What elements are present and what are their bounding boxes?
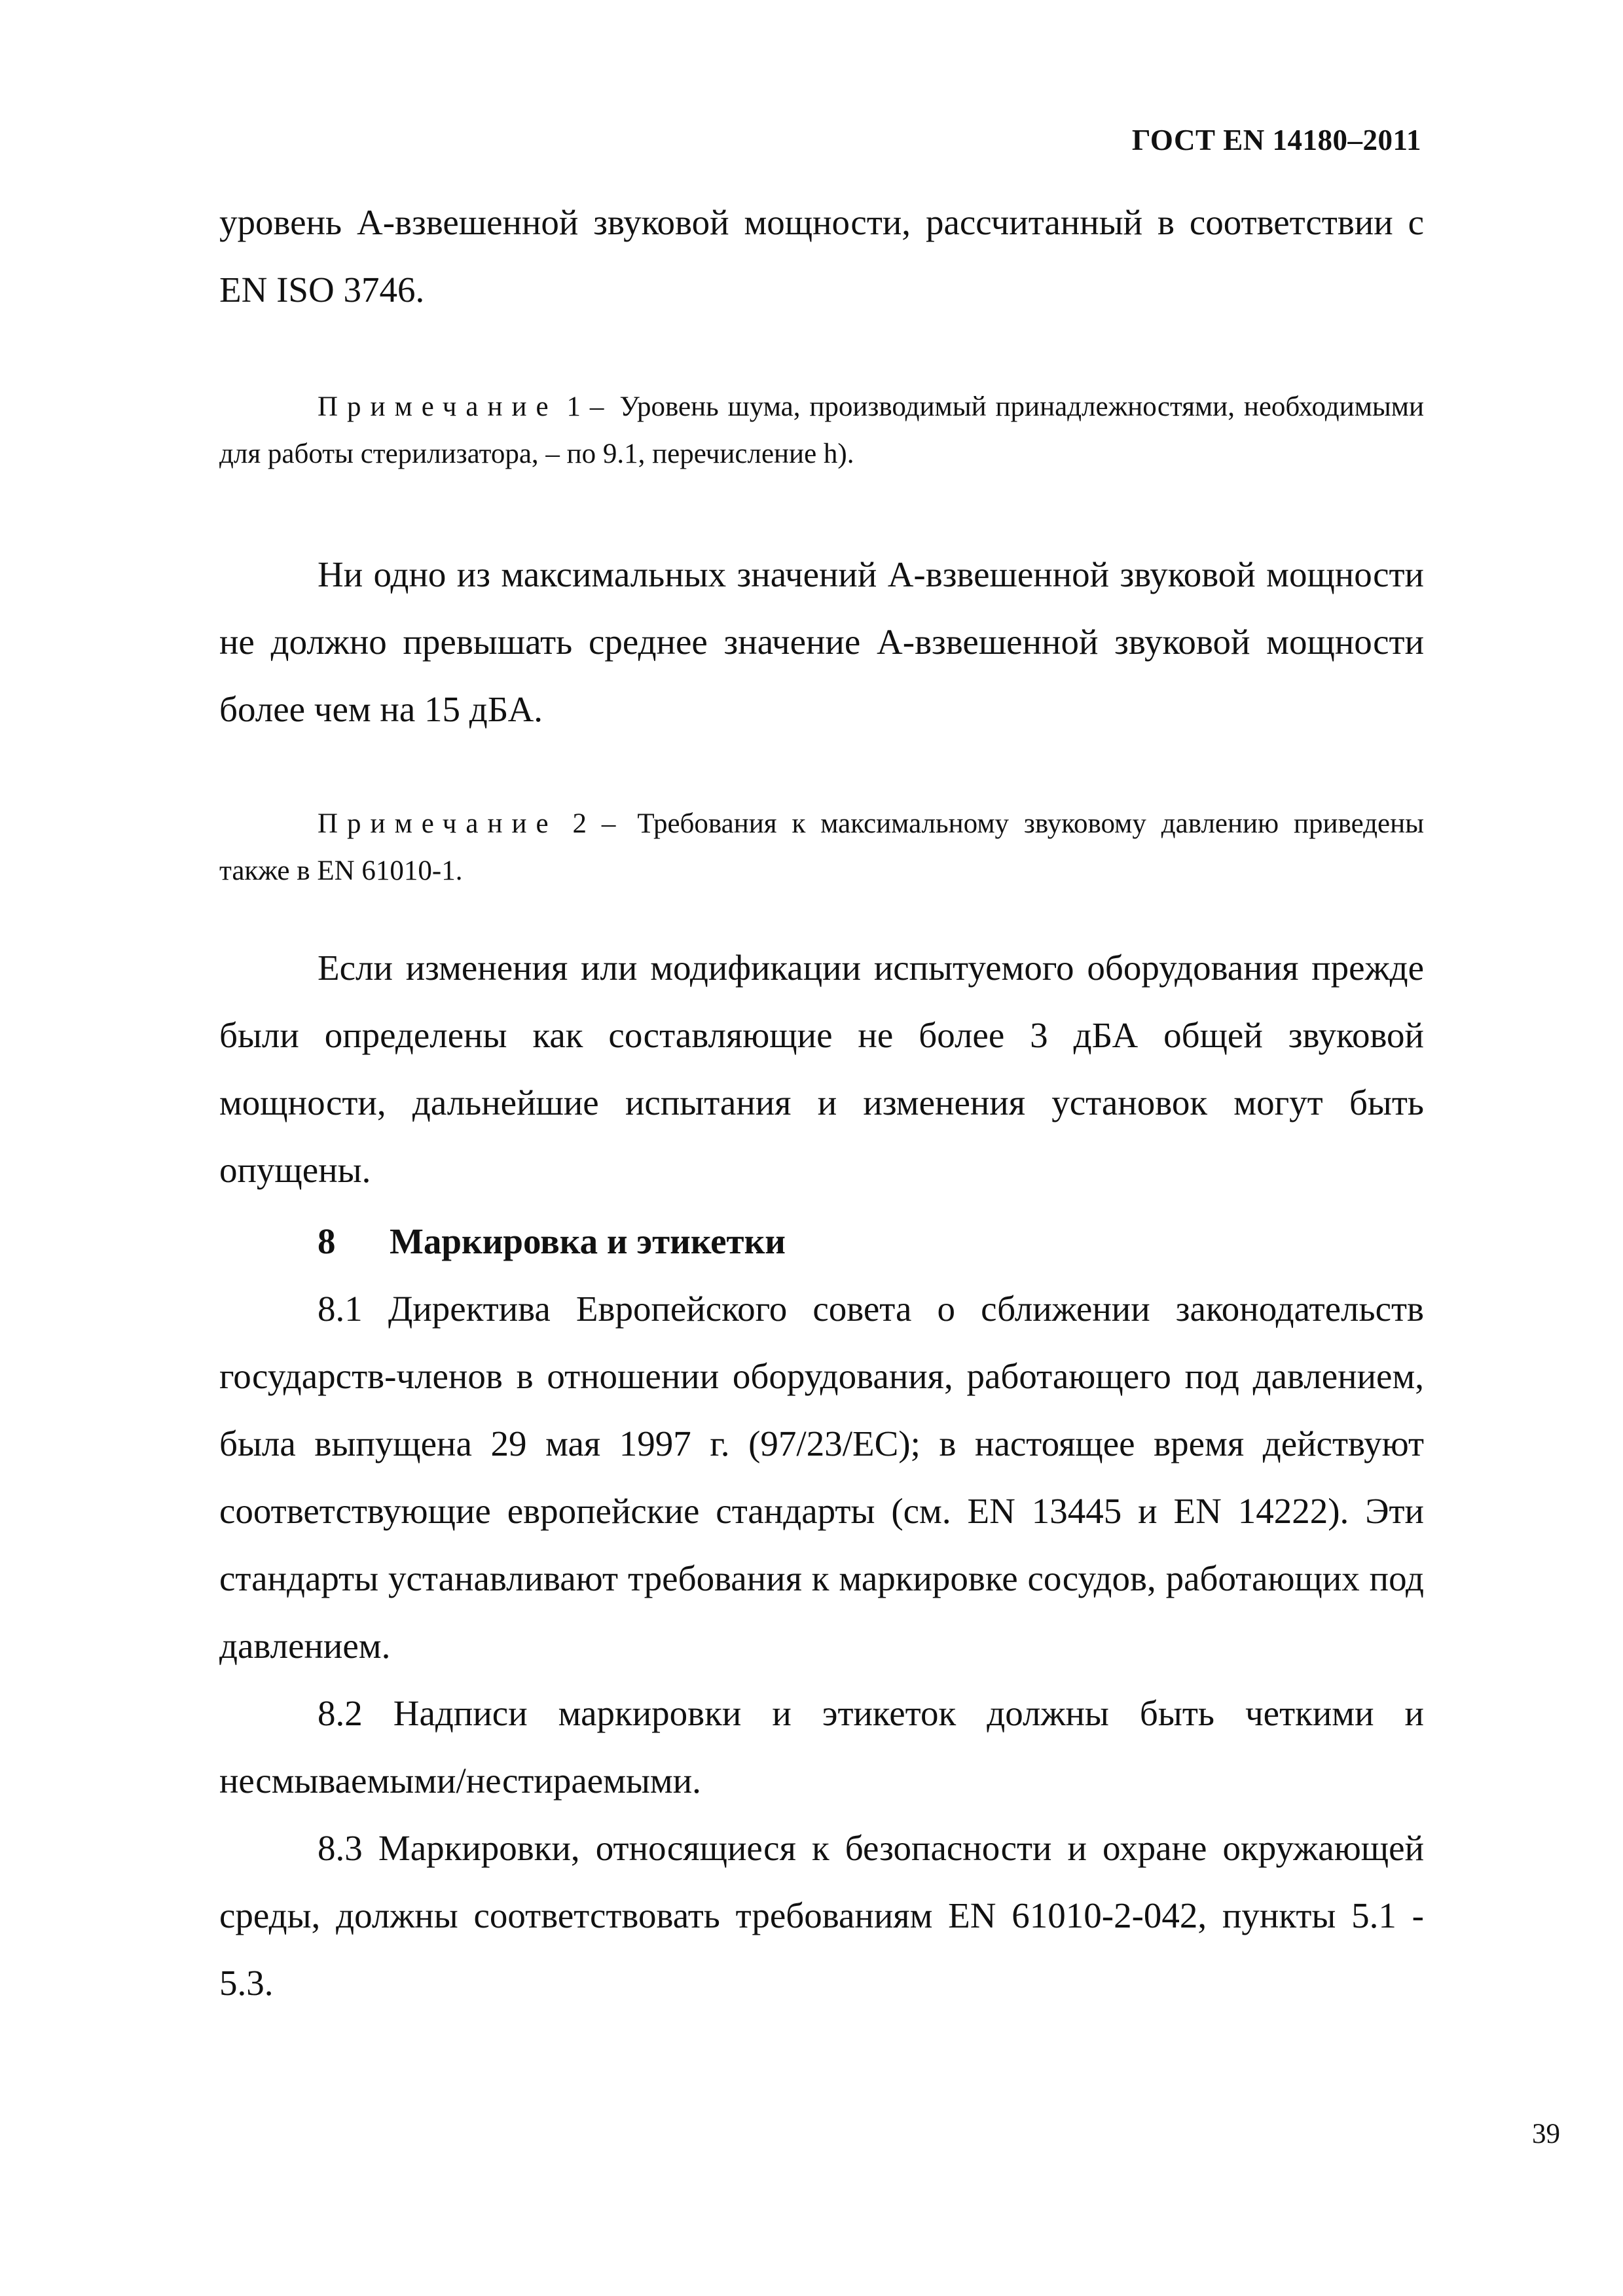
document-code-header: ГОСТ EN 14180–2011 — [1131, 124, 1421, 156]
note-1-text: Уровень шума, производимый принадлежностями, необходимыми для работы стерилизатора, – по 9.1, перечисление h). — [219, 391, 1425, 469]
clause-8-2: 8.2 Надписи маркировки и этикеток должны быть четкими и несмываемыми/нестираемыми. — [219, 1693, 1424, 1801]
note-2-text: Требования к максимальному звуковому давлению приведены также в EN 61010-1. — [219, 808, 1425, 886]
page-number: 39 — [1532, 2119, 1560, 2149]
note-2-label: Примечание — [318, 808, 558, 839]
note-1-number: 1 – — [566, 391, 604, 422]
section-heading — [219, 1208, 1424, 1275]
note-1 — [219, 384, 1424, 478]
note-2-number: 2 – — [572, 808, 616, 839]
note-2 — [219, 800, 1424, 895]
section-number: 8 — [318, 1221, 336, 1261]
paragraph-sound-power-level: уровень А-взвешенной звуковой мощности, рассчитанный в соответствии с EN ISO 3746. — [219, 202, 1424, 310]
note-1-label: Примечание — [318, 391, 558, 422]
paragraph-max-values: Ни одно из максимальных значений А-взвешенной звуковой мощности не должно превышать среднее значение А-взвешенной звуковой мощности более чем на 15 дБА. — [219, 554, 1424, 729]
clause-8-1: 8.1 Директива Европейского совета о сближении законодательств государств-членов в отношении оборудования, работающего под давлением, была выпущена 29 мая 1997 г. (97/23/ЕС); в настоящее время действуют соответствующие европейские стандарты (см. EN 13445 и EN 14222). Эти стандарты устанавливают требования к маркировке сосудов, работающих под давлением. — [219, 1289, 1424, 1666]
clause-8-3: 8.3 Маркировки, относящиеся к безопасности и охране окружающей среды, должны соответствовать требованиям EN 61010-2-042, пункты 5.1 - 5.3. — [219, 1828, 1424, 2003]
paragraph-modifications: Если изменения или модификации испытуемого оборудования прежде были определены как составляющие не более 3 дБА общей звуковой мощности, дальнейшие испытания и изменения установок могут быть опущены. — [219, 948, 1424, 1190]
section-title: Маркировка и этикетки — [390, 1221, 786, 1261]
page-body — [219, 188, 1424, 2017]
